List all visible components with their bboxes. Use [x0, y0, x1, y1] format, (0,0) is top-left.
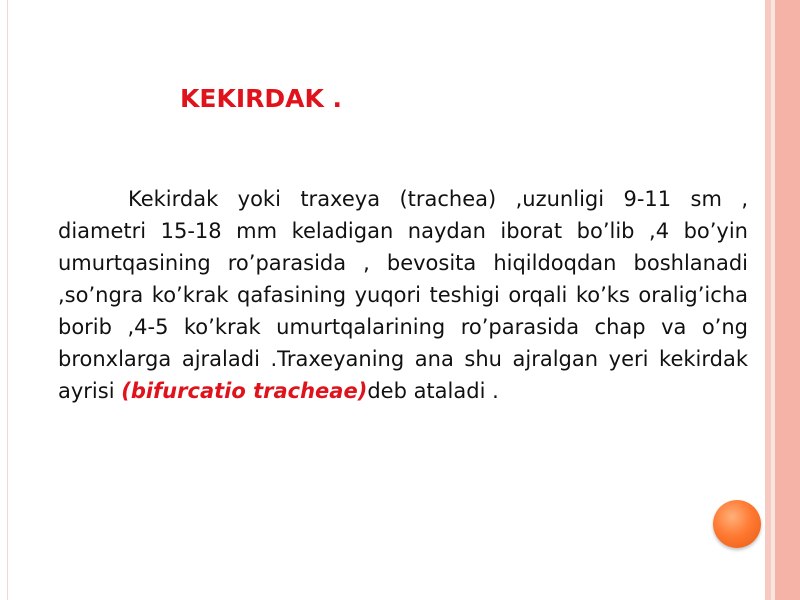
body-text-end: deb ataladi . [367, 379, 499, 403]
right-decorative-stripes [765, 0, 800, 600]
slide-title: KEKIRDAK . [180, 84, 343, 113]
latin-term-highlight: (bifurcatio tracheae) [121, 379, 368, 403]
body-text-main: Kekirdak yoki traxeya (trachea) ,uzunligi 9-11 sm , diametri 15-18 mm keladigan naydan iborat bo’lib ,4 bo’yin umurtqasining ro’parasida , bevosita hiqildoqdan boshlanadi ,so’ngra ko’krak qafasining yuqori teshigi orqali ko’ks oralig’icha borib ,4-5 ko’krak umurtqalarining ro’parasida chap va o’ng bronxlarga ajraladi .Traxeyaning ana shu ajralgan yeri kekirdak ayrisi [58, 187, 748, 403]
stripe-outer [775, 0, 800, 600]
orange-circle-decoration [713, 500, 761, 548]
left-border-line [7, 0, 8, 600]
body-paragraph [58, 183, 748, 407]
